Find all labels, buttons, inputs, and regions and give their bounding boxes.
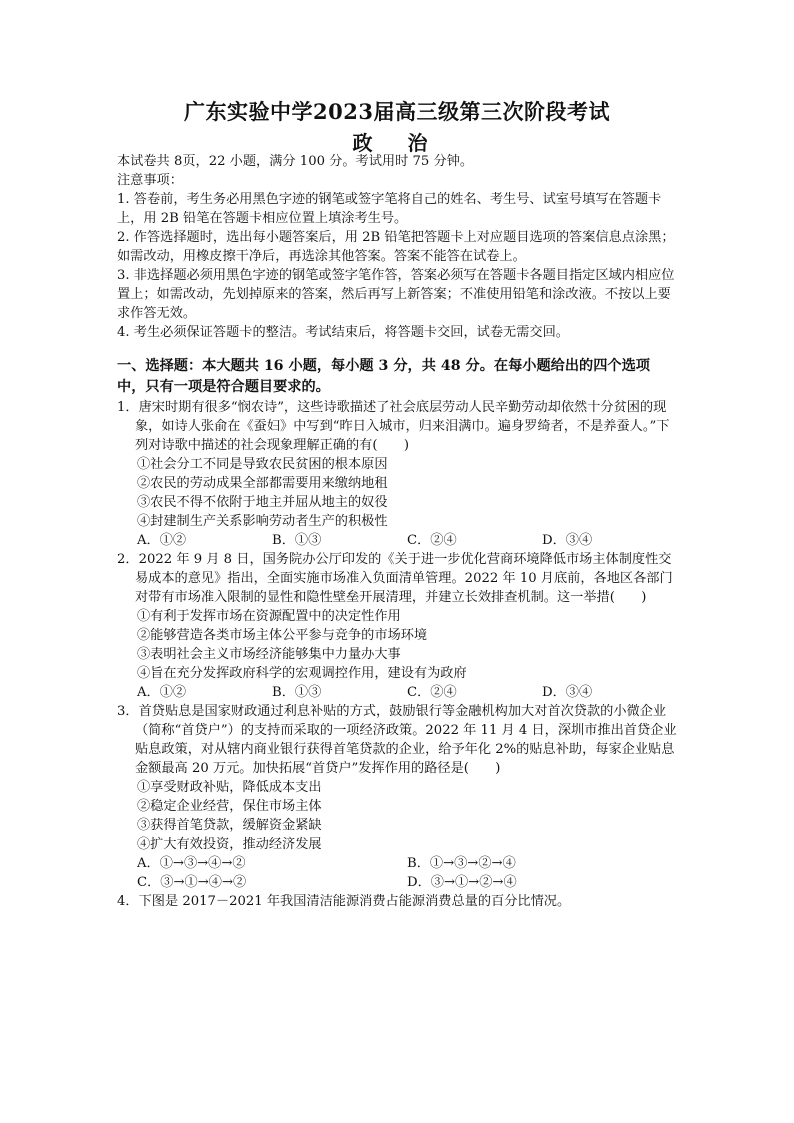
option-b: B．①→③→②→④: [407, 856, 516, 871]
option-c: C．②④: [407, 685, 457, 700]
statement-item: ②能够营造各类市场主体公平参与竞争的市场环境: [137, 628, 428, 643]
exam-intro: 本试卷共 8页，22 小题，满分 100 分。考试用时 75 分钟。: [117, 154, 474, 169]
answer-options: [117, 531, 677, 550]
option-a: A．①②: [137, 685, 187, 700]
subject-title: 政 治: [352, 131, 442, 155]
statement-item: ①社会分工不同是导致农民贫困的根本原因: [137, 457, 388, 472]
question-3: [117, 702, 677, 892]
statement-item: ②农民的劳动成果全部都需要用来缴纳地租: [137, 476, 388, 491]
question-stem: 2．2022 年 9 月 8 日，国务院办公厅印发的《关于进一步优化营商环境降低市场主体制度性交易成本的意见》指出，全面实施市场准入负面清单管理。2022 年 10 月底前，各地区各部门对带有市场准入限制的显性和隐性壁垒开展清理，并建立长效排查机制。这一举措( ): [117, 552, 673, 605]
note-item: 3. 非选择题必须用黑色字迹的钢笔或签字笔作答，答案必须写在答题卡各题目指定区域内相应位置上；如需改动，先划掉原来的答案，然后再写上新答案；不准使用铅笔和涂改液。不按以上要求作答无效。: [117, 268, 675, 321]
question-4: [117, 892, 677, 911]
note-item: 2. 作答选择题时，选出每小题答案后，用 2B 铅笔把答题卡上对应题目选项的答案信息点涂黑；如需改动，用橡皮擦干净后，再选涂其他答案。答案不能答在试卷上。: [117, 230, 675, 264]
statement-item: ③农民不得不依附于地主并屈从地主的奴役: [137, 495, 388, 510]
option-a: A．①②: [137, 533, 187, 548]
option-d: D．③④: [542, 685, 593, 700]
question-stem: 4．下图是 2017－2021 年我国清洁能源消费占能源消费总量的百分比情况。: [117, 894, 571, 909]
question-2: [117, 550, 677, 702]
option-d: D．③→①→②→④: [407, 875, 517, 890]
statement-item: ④扩大有效投资，推动经济发展: [137, 837, 322, 852]
statement-item: ④旨在充分发挥政府科学的宏观调控作用，建设有为政府: [137, 666, 467, 681]
option-b: B．①③: [272, 685, 322, 700]
notes-heading: 注意事项：: [117, 173, 183, 188]
option-c: C．②④: [407, 533, 457, 548]
question-stem: 3．首贷贴息是国家财政通过利息补贴的方式，鼓励银行等金融机构加大对首次贷款的小微企业（简称“首贷户”）的支持而采取的一项经济政策。2022 年 11 月 4 日，深圳市推出首贷企业贴息政策，对从辖内商业银行获得首笔贷款的企业，给予年化 2%的贴息补助，每家企业贴息金额最高 20 万元。加快拓展“首贷户”发挥作用的路径是( ): [117, 704, 677, 776]
question-stem: 1．唐宋时期有很多“悯农诗”，这些诗歌描述了社会底层劳动人民辛勤劳动却依然十分贫困的现象，如诗人张俞在《蚕妇》中写到“昨日入城市，归来泪满巾。遍身罗绮者，不是养蚕人。”下列对诗歌中描述的社会现象理解正确的有( ): [117, 400, 670, 453]
exam-title: 广东实验中学2023届高三级第三次阶段考试: [184, 99, 610, 124]
statement-item: ①有利于发挥市场在资源配置中的决定性作用: [137, 609, 401, 624]
note-item: 1. 答卷前，考生务必用黑色字迹的钢笔或签字笔将自己的姓名、考生号、试室号填写在答题卡上，用 2B 铅笔在答题卡相应位置上填涂考生号。: [117, 192, 662, 226]
section-heading: 一、选择题：本大题共 16 小题，每小题 3 分，共 48 分。在每小题给出的四个选项中，只有一项是符合题目要求的。: [117, 358, 650, 395]
option-a: A．①→③→④→②: [137, 856, 246, 871]
answer-options: [117, 873, 677, 892]
statement-item: ③表明社会主义市场经济能够集中力量办大事: [137, 647, 401, 662]
statement-item: ①享受财政补贴，降低成本支出: [137, 780, 322, 795]
option-b: B．①③: [272, 533, 322, 548]
exam-body: [117, 152, 677, 911]
statement-item: ③获得首笔贷款，缓解资金紧缺: [137, 818, 322, 833]
note-item: 4. 考生必须保证答题卡的整洁。考试结束后，将答题卡交回，试卷无需交回。: [117, 325, 569, 340]
statement-item: ④封建制生产关系影响劳动者生产的积极性: [137, 514, 388, 529]
option-d: D．③④: [542, 533, 593, 548]
question-1: [117, 398, 677, 550]
answer-options: [117, 683, 677, 702]
answer-options: [117, 854, 677, 873]
option-c: C．③→①→④→②: [137, 875, 247, 890]
statement-item: ②稳定企业经营，保住市场主体: [137, 799, 322, 814]
